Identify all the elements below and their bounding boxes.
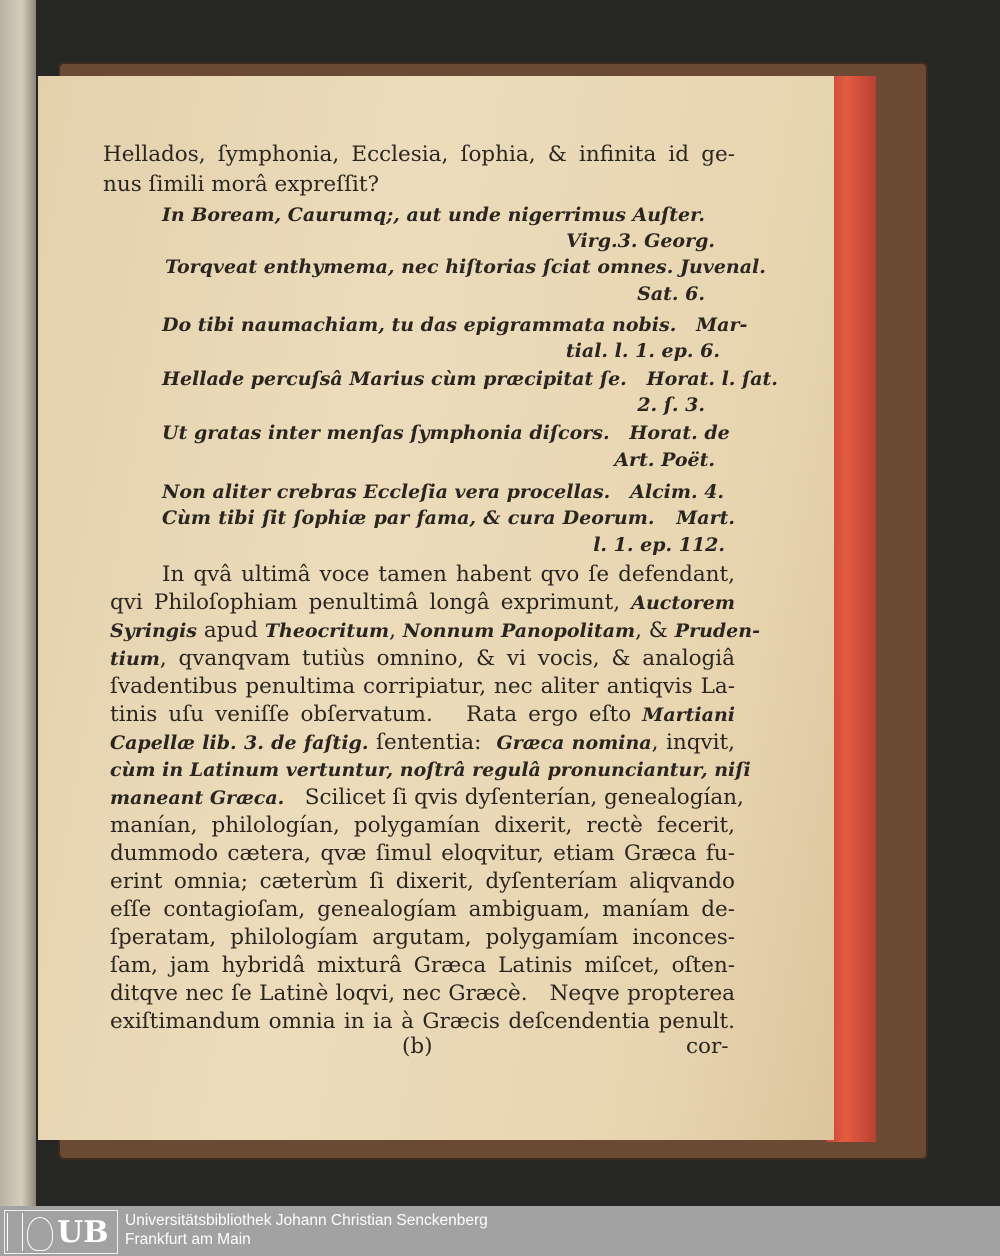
italic-text: Martiani [642,703,735,726]
text-line [162,505,735,531]
italic-text: Ut gratas inter menſas ſymphonia diſcors. Horat. de [162,422,730,444]
roman-text: In qvâ ultimâ voce tamen habent qvo ſe defendant, [162,562,735,587]
text-line [162,420,730,446]
text-line [110,617,760,644]
italic-text: cùm in Latinum vertuntur, noſtrâ regulâ pronunciantur, niſi [110,759,751,782]
signature-mark: (b) [402,1034,433,1059]
text-line [110,981,735,1007]
italic-text: Torqveat enthymema, nec hiſtorias ſciat omnes. Juvenal. [165,256,766,278]
text-line [110,702,735,728]
text-line [162,202,705,228]
italic-text: Hellade percuſsâ Marius cùm præcipitat ſe. Horat. l. ſat. [162,368,778,390]
text-line [162,479,724,505]
italic-text: Do tibi naumachiam, tu das epigrammata nobis. Mar- [162,314,748,336]
italic-text: tial. l. 1. ep. 6. [565,340,720,362]
italic-text: 2. ſ. 3. [637,394,705,416]
text-line [110,841,735,867]
text-line [500,392,705,418]
building-icon [7,1213,23,1251]
text-line [500,281,705,307]
text-line [162,312,748,338]
text-line [500,228,715,254]
text-line [110,1009,735,1035]
text-line [500,447,715,473]
roman-text: manían, philologían, polygamían dixerit, rectè fecerit, [110,813,735,839]
italic-text: Græca nomina [496,731,652,754]
italic-text: Nonnum Panopolitam [402,619,636,642]
adjacent-page-edge [0,0,36,1206]
italic-text: Capellæ lib. 3. de faſtig. [110,731,369,754]
roman-text: eſſe contagioſam, genealogíam ambiguam, maníam de- [110,896,735,922]
roman-text: nus ſimili morâ expreſſit? [103,172,380,197]
roman-text: Hellados, ſymphonia, Ecclesia, ſophia, & infinita id ge- [103,142,735,167]
italic-text: Sat. 6. [637,283,705,305]
roman-text: apud [197,617,265,643]
italic-text: tium [110,647,160,670]
catchword: cor- [686,1034,729,1059]
italic-text: maneant Græca. [110,787,285,810]
library-city: Frankfurt am Main [125,1231,251,1248]
library-name: Universitätsbibliothek Johann Christian Senckenberg [125,1212,488,1229]
library-logo[interactable] [4,1210,118,1254]
italic-text: l. 1. ep. 112. [593,534,725,556]
roman-text: exiſtimandum omnia in ia à Græcis deſcendentia penult. [110,1008,735,1034]
text-line [110,785,744,811]
italic-text: Auctorem [631,592,735,614]
footer-bar [0,1206,1000,1256]
roman-text: Scilicet ſi qvis dyſenterían, genealogían, [284,785,744,811]
italic-text: Syringis [110,619,198,642]
roman-text: ſvadentibus penultima corripiatur, nec aliter antiqvis La- [110,673,735,699]
roman-text: erint omnia; cæterùm ſi dixerit, dyſenteríam aliqvando [110,869,735,894]
text-line [162,562,735,588]
portrait-icon [27,1217,53,1251]
text-line [103,172,379,198]
roman-text: , & [635,617,675,643]
text-line [500,532,725,558]
text-line [110,813,735,839]
logo-text: UB [57,1215,109,1250]
text-line [110,674,735,700]
italic-text: Theocritum [264,619,390,642]
text-line [165,254,766,280]
roman-text: , [389,617,403,643]
text-line [110,925,735,951]
text-line [162,366,778,392]
roman-text: qvi Philoſophiam penultimâ longâ exprimunt, [110,590,632,615]
italic-text: Art. Poët. [614,449,715,471]
italic-text: Virg.3. Georg. [566,230,715,252]
text-line [103,142,735,168]
roman-text: ſententia: [368,729,497,755]
roman-text: dummodo cætera, qvæ ſimul eloqvitur, etiam Græca fu- [110,841,735,867]
text-line [500,338,720,364]
text-line [110,869,735,895]
roman-text: ditqve nec ſe Latinè loqvi, nec Græcè. Neqve propterea [110,980,735,1006]
roman-text: ſperatam, philologíam argutam, polygamíam inconces- [110,924,735,950]
roman-text: , qvanqvam tutiùs omnino, & vi vocis, & analogiâ [159,645,735,671]
italic-text: Cùm tibi ſit ſophiæ par fama, & cura Deorum. Mart. [162,507,735,529]
text-line [110,897,735,923]
italic-text: In Boream, Caurumq;, aut unde nigerrimus Auſter. [162,204,705,226]
text-line [110,730,735,756]
roman-text: tinis uſu veniſſe obſervatum. Rata ergo eſto [110,701,643,727]
italic-text: Pruden- [674,619,760,642]
text-line [110,953,735,979]
text-line [110,590,735,616]
roman-text: ſam, jam hybridâ mixturâ Græca Latinis miſcet, oſten- [110,952,735,978]
italic-text: Non aliter crebras Eccleſia vera procellas. Alcim. 4. [162,481,725,503]
text-line [110,757,751,783]
text-line [110,646,735,672]
roman-text: , inqvit, [651,729,735,755]
